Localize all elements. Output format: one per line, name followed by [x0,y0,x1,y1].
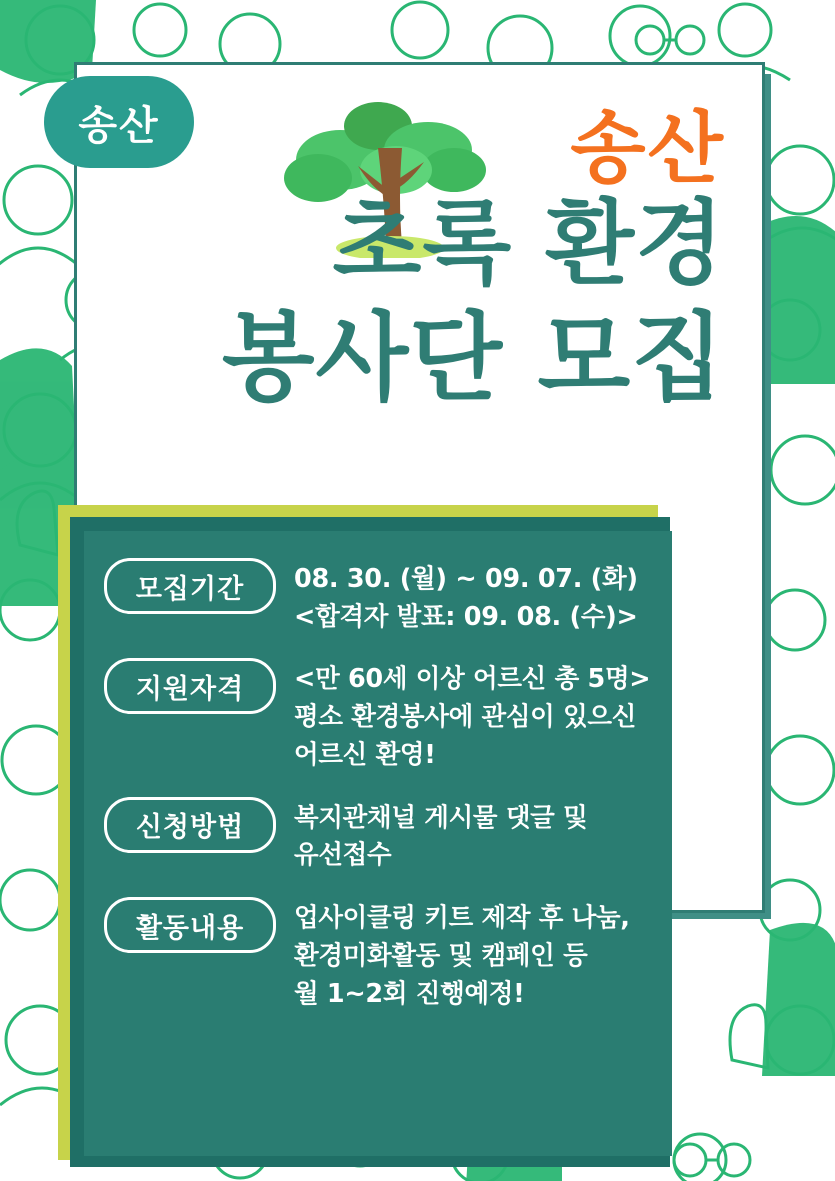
info-line: 환경미화활동 및 캠페인 등 [294,940,588,971]
info-rows [84,540,672,1150]
info-label-pill: 신청방법 [104,797,276,853]
info-row-text [294,658,650,774]
info-row-text [294,797,587,875]
info-line: 어르신 환영! [294,739,436,770]
info-line: 월 1~2회 진행예정! [294,978,525,1009]
info-row [84,797,672,875]
info-line: <만 60세 이상 어르신 총 5명> [294,664,651,695]
info-line: 업사이클링 키트 제작 후 나눔, [294,903,630,934]
title-line-2: 봉사단 모집 [221,302,725,414]
info-row [84,558,672,636]
info-line: 평소 환경봉사에 관심이 있으신 [294,702,637,733]
info-row [84,658,672,774]
info-row [84,897,672,1013]
poster-headline [180,104,725,414]
info-line: <합격자 발표: 09. 08. (수)> [294,601,638,632]
info-row-text [294,558,638,636]
info-row-text [294,897,630,1013]
info-label-pill: 지원자격 [104,658,276,714]
info-line: 유선접수 [294,840,392,871]
info-label-pill: 모집기간 [104,558,276,614]
brand-label: 송산 [570,104,725,194]
region-badge: 송산 [44,76,194,168]
info-line: 복지관채널 게시물 댓글 및 [294,802,588,833]
info-label-pill: 활동내용 [104,897,276,953]
title-line-1: 초록 환경 [332,190,725,297]
info-line: 08. 30. (월) ~ 09. 07. (화) [294,564,638,594]
